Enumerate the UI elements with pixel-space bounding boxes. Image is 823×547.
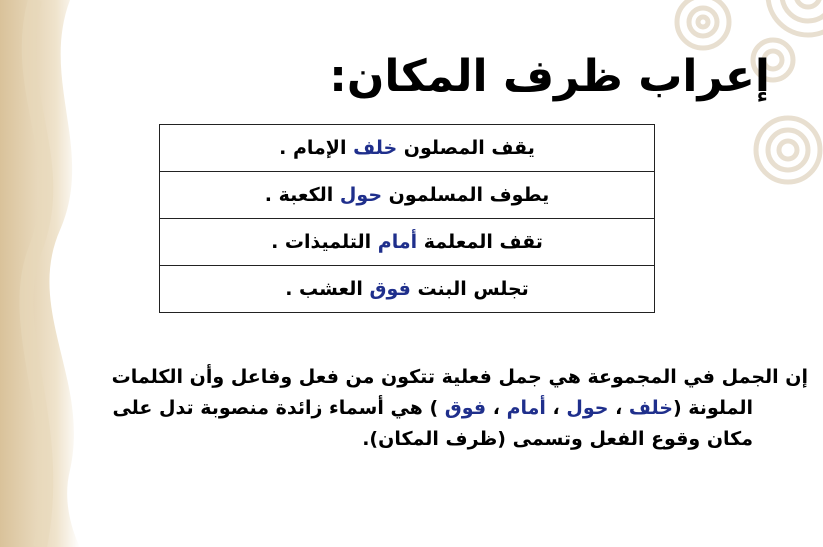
highlighted-adverb: فوق: [444, 397, 487, 419]
highlighted-adverb: حول: [566, 397, 609, 419]
explanation-text: الملونة (: [672, 397, 753, 419]
sentence-text: تجلس البنت: [410, 278, 529, 300]
highlighted-adverb: فوق: [369, 278, 411, 300]
sentence-text: تقف المعلمة: [417, 231, 543, 253]
sentence-cell: [160, 266, 655, 313]
highlighted-adverb: أمام: [377, 231, 418, 253]
highlighted-adverb: أمام: [506, 397, 546, 419]
sentence-text: الإمام .: [279, 137, 354, 159]
explanation-text: ) هي أسماء زائدة منصوبة تدل على: [112, 397, 445, 419]
slide-title: إعراب ظرف المكان:: [329, 51, 770, 102]
table-row: [160, 125, 655, 172]
sentence-text: الكعبة .: [264, 184, 340, 206]
separator: ،: [545, 397, 567, 419]
separator: ،: [608, 397, 629, 419]
sentence-text: يقف المصلون: [397, 137, 535, 159]
highlighted-adverb: خلف: [628, 397, 673, 419]
table-row: [160, 219, 655, 266]
sentence-text: التلميذات .: [271, 231, 378, 253]
table-row: [160, 266, 655, 313]
highlighted-adverb: حول: [339, 184, 383, 206]
explanation-line: [8, 393, 808, 424]
sentence-text: يطوف المسلمون: [382, 184, 550, 206]
explanation-paragraph: [8, 362, 808, 455]
sentence-cell: [160, 219, 655, 266]
explanation-line: إن الجمل في المجموعة هي جمل فعلية تتكون من فعل وفاعل وأن الكلمات: [111, 366, 808, 388]
left-background-decoration: [0, 0, 120, 547]
sentence-cell: [160, 172, 655, 219]
sentence-cell: [160, 125, 655, 172]
sentence-text: العشب .: [285, 278, 370, 300]
sentences-table: [159, 124, 655, 313]
explanation-line: مكان وقوع الفعل وتسمى (ظرف المكان).: [362, 428, 753, 450]
separator: ،: [486, 397, 507, 419]
highlighted-adverb: خلف: [353, 137, 398, 159]
table-row: [160, 172, 655, 219]
